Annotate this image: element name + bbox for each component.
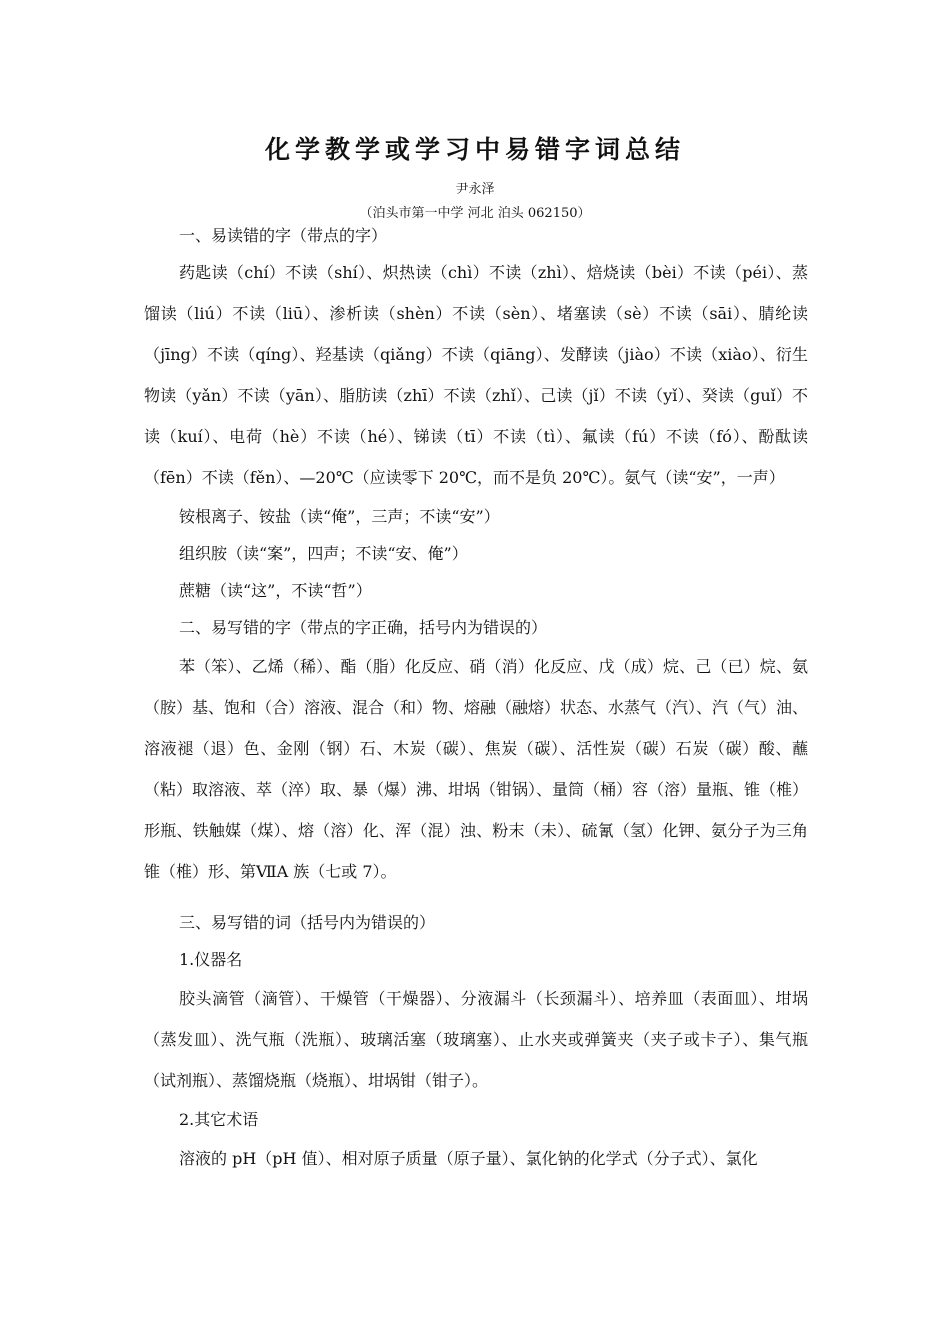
author-affiliation: （泊头市第一中学 河北 泊头 062150）	[359, 206, 591, 221]
document-title: 化学教学或学习中易错字词总结	[264, 135, 685, 164]
section-1-heading: 一、易读错的字（带点的字）	[179, 226, 388, 245]
section-2-paragraph: 苯（笨）、乙烯（稀）、酯（脂）化反应、硝（消）化反应、戊（成）烷、己（已）烷、氨（胺）基、饱和（合）溶液、混合（和）物、熔融（融熔）状态、水蒸气（汽）、汽（气）油、溶液褪（退）色、金刚（钢）石、木炭（碳）、焦炭（碳）、活性炭（碳）石炭（碳）酸、蘸（粘）取溶液、萃（淬）取、暴（爆）沸、坩埚（钳锅）、量筒（桶）容（溶）量瓶、锥（椎）形瓶、铁触媒（煤）、熔（溶）化、浑（混）浊、粉末（未）、硫氰（氢）化钾、氨分子为三角锥（椎）形、第ⅦA 族（七或 7）。	[144, 657, 809, 881]
section-2-heading: 二、易写错的字（带点的字正确，括号内为错误的）	[179, 618, 548, 637]
section-3-subheading-1: 1.仪器名	[179, 950, 243, 969]
section-3-heading: 三、易写错的词（括号内为错误的）	[179, 913, 436, 932]
author-name: 尹永泽	[455, 182, 495, 197]
section-3-paragraph-1: 胶头滴管（滴管）、干燥管（干燥器）、分液漏斗（长颈漏斗）、培养皿（表面皿）、坩埚（蒸发皿）、洗气瓶（洗瓶）、玻璃活塞（玻璃塞）、止水夹或弹簧夹（夹子或卡子）、集气瓶（试剂瓶）、蒸馏烧瓶（烧瓶）、坩埚钳（钳子）。	[144, 989, 808, 1090]
section-3-paragraph-2: 溶液的 pH（pH 值）、相对原子质量（原子量）、氯化钠的化学式（分子式）、氯化	[179, 1149, 758, 1168]
section-1-line-2: 铵根离子、铵盐（读“俺”，三声；不读“安”）	[179, 507, 500, 526]
section-3-subheading-2: 2.其它术语	[179, 1110, 259, 1129]
section-1-line-3: 组织胺（读“案”，四声；不读“安、俺”）	[179, 544, 468, 563]
document-body	[144, 226, 808, 1179]
section-1-line-4: 蔗糖（读“这”，不读“哲”）	[179, 581, 372, 600]
section-1-paragraph: 药匙读（chí）不读（shí）、炽热读（chì）不读（zhì）、焙烧读（bèi）不读（péi）、蒸馏读（liú）不读（liū）、渗析读（shèn）不读（sèn）、堵塞读（sè）不读（sāi）、腈纶读（jīng）不读（qíng）、羟基读（qiǎng）不读（qiāng）、发酵读（jiào）不读（xiào）、衍生物读（yǎn）不读（yān）、脂肪读（zhī）不读（zhǐ）、己读（jǐ）不读（yǐ）、癸读（guǐ）不读（kuí）、电荷（hè）不读（hé）、锑读（tī）不读（tì）、氟读（fú）不读（fó）、酚酞读（fēn）不读（fěn）、—20℃（应读零下 20℃，而不是负 20℃）。氨气（读“安”，一声）	[144, 263, 808, 487]
